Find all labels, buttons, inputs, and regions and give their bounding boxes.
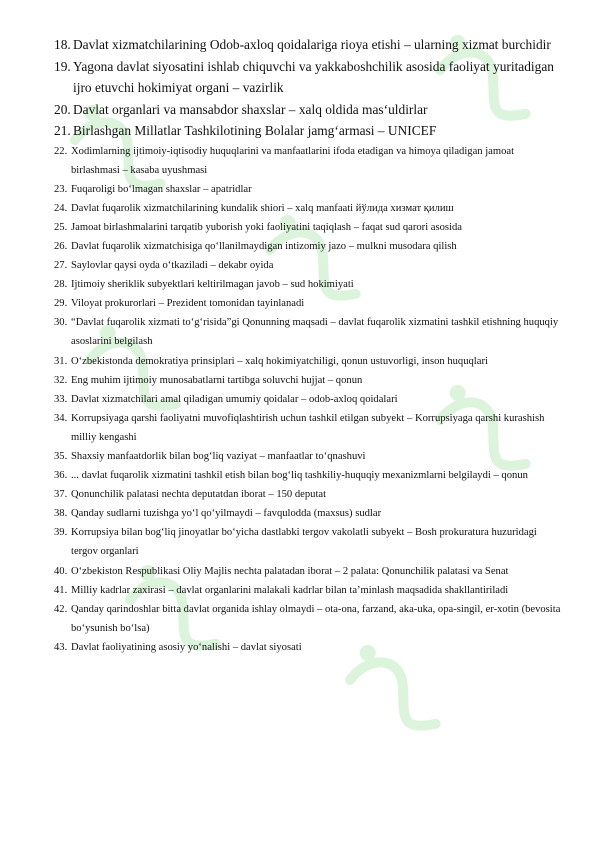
item-text: Qonunchilik palatasi nechta deputatdan iborat – 150 deputat (71, 489, 327, 501)
item-number: 36. (54, 470, 68, 482)
item-number: 21. (54, 123, 71, 138)
list-item (54, 447, 564, 466)
item-number: 18. (54, 37, 71, 52)
item-text: Davlat fuqarolik xizmatchilarining kundalik shiori – xalq manfaati йўлида хизмат қилиш (71, 202, 454, 214)
item-number: 38. (54, 508, 68, 520)
item-text: Eng muhim ijtimoiy munosabatlarni tartibga soluvchi hujjat – qonun (71, 374, 363, 386)
list-item (54, 34, 564, 56)
item-number: 35. (54, 451, 68, 462)
item-number: 40. (54, 565, 68, 577)
list-item (54, 352, 564, 371)
item-number: 19. (54, 58, 71, 74)
item-text: Davlat organlari va mansabdor shaxslar – xalq oldida mas‘uldirlar (73, 101, 428, 117)
list-item (54, 562, 564, 581)
list-item (54, 218, 564, 237)
item-number: 29. (54, 298, 68, 310)
item-number: 24. (54, 202, 68, 214)
item-text: Davlat xizmatchilari amal qiladigan umumiy qoidalar – odob-axloq qoidalari (71, 393, 398, 405)
list-item (54, 275, 564, 294)
item-number: 28. (54, 279, 68, 291)
list-item (54, 390, 564, 409)
item-text: ... davlat fuqarolik xizmatini tashkil etish bilan bog‘liq tashkiliy-huquqiy mexanizmlarni belgilaydi – qonun (71, 470, 528, 482)
item-text: O‘zbekistonda demokratiya prinsiplari – xalq hokimiyatchiligi, qonun ustuvorligi, inson huquqlari (71, 355, 488, 367)
item-text: Davlat fuqarolik xizmatchisiga qo‘llanilmaydigan intizomiy jazo – mulkni musodara qilish (71, 240, 457, 252)
list-item (54, 294, 564, 313)
item-text: Fuqaroligi bo‘lmagan shaxslar – apatridlar (71, 183, 252, 195)
item-number: 42. (54, 603, 68, 615)
item-number: 23. (54, 183, 68, 195)
item-number: 41. (54, 584, 68, 596)
item-number: 30. (54, 317, 68, 329)
list-item (54, 120, 564, 142)
item-number: 39. (54, 527, 68, 539)
item-text: Birlashgan Millatlar Tashkilotining Bolalar jamg‘armasi – UNICEF (73, 123, 437, 138)
item-text: Viloyat prokurorlari – Prezident tomonidan tayinlanadi (71, 298, 305, 310)
numbered-list (54, 34, 564, 657)
item-text: Davlat xizmatchilarining Odob-axloq qoidalariga rioya etishi – ularning xizmat burchidir (73, 37, 551, 52)
list-item (54, 180, 564, 199)
list-item (54, 504, 564, 523)
item-number: 32. (54, 374, 68, 386)
list-item (54, 409, 564, 447)
item-number: 26. (54, 240, 68, 252)
list-item (54, 142, 564, 180)
item-text: Milliy kadrlar zaxirasi – davlat organlarini malakali kadrlar bilan ta’minlash maqsadida shakllantiriladi (71, 584, 509, 596)
list-item (54, 485, 564, 504)
item-text: Ijtimoiy sheriklik subyektlari keltirilmagan javob – sud hokimiyati (71, 279, 354, 291)
item-text: Jamoat birlashmalarini tarqatib yuborish yoki faoliyatini taqiqlash – faqat sud qarori asosida (71, 221, 462, 233)
item-text: Qanday sudlarni tuzishga yo‘l qo‘yilmaydi – favqulodda (maxsus) sudlar (71, 508, 382, 520)
item-text: O‘zbekiston Respublikasi Oliy Majlis nechta palatadan iborat – 2 palata: Qonunchilik palatasi va Senat (71, 565, 509, 577)
list-item (54, 581, 564, 600)
list-item (54, 256, 564, 275)
item-text: Korrupsiya bilan bog‘liq jinoyatlar bo‘yicha dastlabki tergov vakolatli subyekt – Bosh prokuratura huzuridagi tergov organlari (71, 527, 537, 558)
list-item (54, 466, 564, 485)
list-item (54, 638, 564, 657)
item-number: 33. (54, 393, 68, 405)
document-page (54, 34, 564, 657)
item-text: Yagona davlat siyosatini ishlab chiquvchi va yakkaboshchilik asosida faoliyat yuritadigan ijro etuvchi hokimiyat organi – vazirlik (73, 58, 554, 95)
item-number: 22. (54, 145, 68, 157)
item-number: 34. (54, 412, 68, 424)
item-text: Saylovlar qaysi oyda o‘tkaziladi – dekabr oyida (71, 260, 274, 272)
list-item (54, 99, 564, 121)
item-number: 43. (54, 641, 68, 653)
list-item (54, 371, 564, 390)
list-item (54, 523, 564, 561)
item-text: “Davlat fuqarolik xizmati to‘g‘risida”gi Qonunning maqsadi – davlat fuqarolik xizmatini tashkil etishning huquqiy asoslarini belgilash (71, 317, 559, 348)
item-text: Korrupsiyaga qarshi faoliyatni muvofiqlashtirish uchun tashkil etilgan subyekt – Korrupsiyaga qarshi kurashish milliy kengashi (71, 412, 545, 443)
item-number: 25. (54, 221, 68, 233)
item-text: Xodimlarning ijtimoiy-iqtisodiy huquqlarini va manfaatlarini ifoda etadigan va himoya qiladigan jamoat birlashmasi – kasaba uyushmasi (71, 145, 515, 176)
item-text: Shaxsiy manfaatdorlik bilan bog‘liq vaziyat – manfaatlar to‘qnashuvi (71, 451, 366, 462)
list-item (54, 56, 564, 99)
list-item (54, 199, 564, 218)
item-number: 37. (54, 489, 68, 501)
list-item (54, 313, 564, 351)
item-number: 31. (54, 355, 68, 367)
list-item (54, 600, 564, 638)
item-text: Qanday qarindoshlar bitta davlat organida ishlay olmaydi – ota-ona, farzand, aka-uka, opa-singil, er-xotin (bevosita bo‘ysunish bo‘lsa) (71, 603, 561, 634)
item-number: 20. (54, 101, 71, 117)
item-number: 27. (54, 260, 68, 272)
list-item (54, 237, 564, 256)
item-text: Davlat faoliyatining asosiy yo‘nalishi – davlat siyosati (71, 641, 302, 653)
